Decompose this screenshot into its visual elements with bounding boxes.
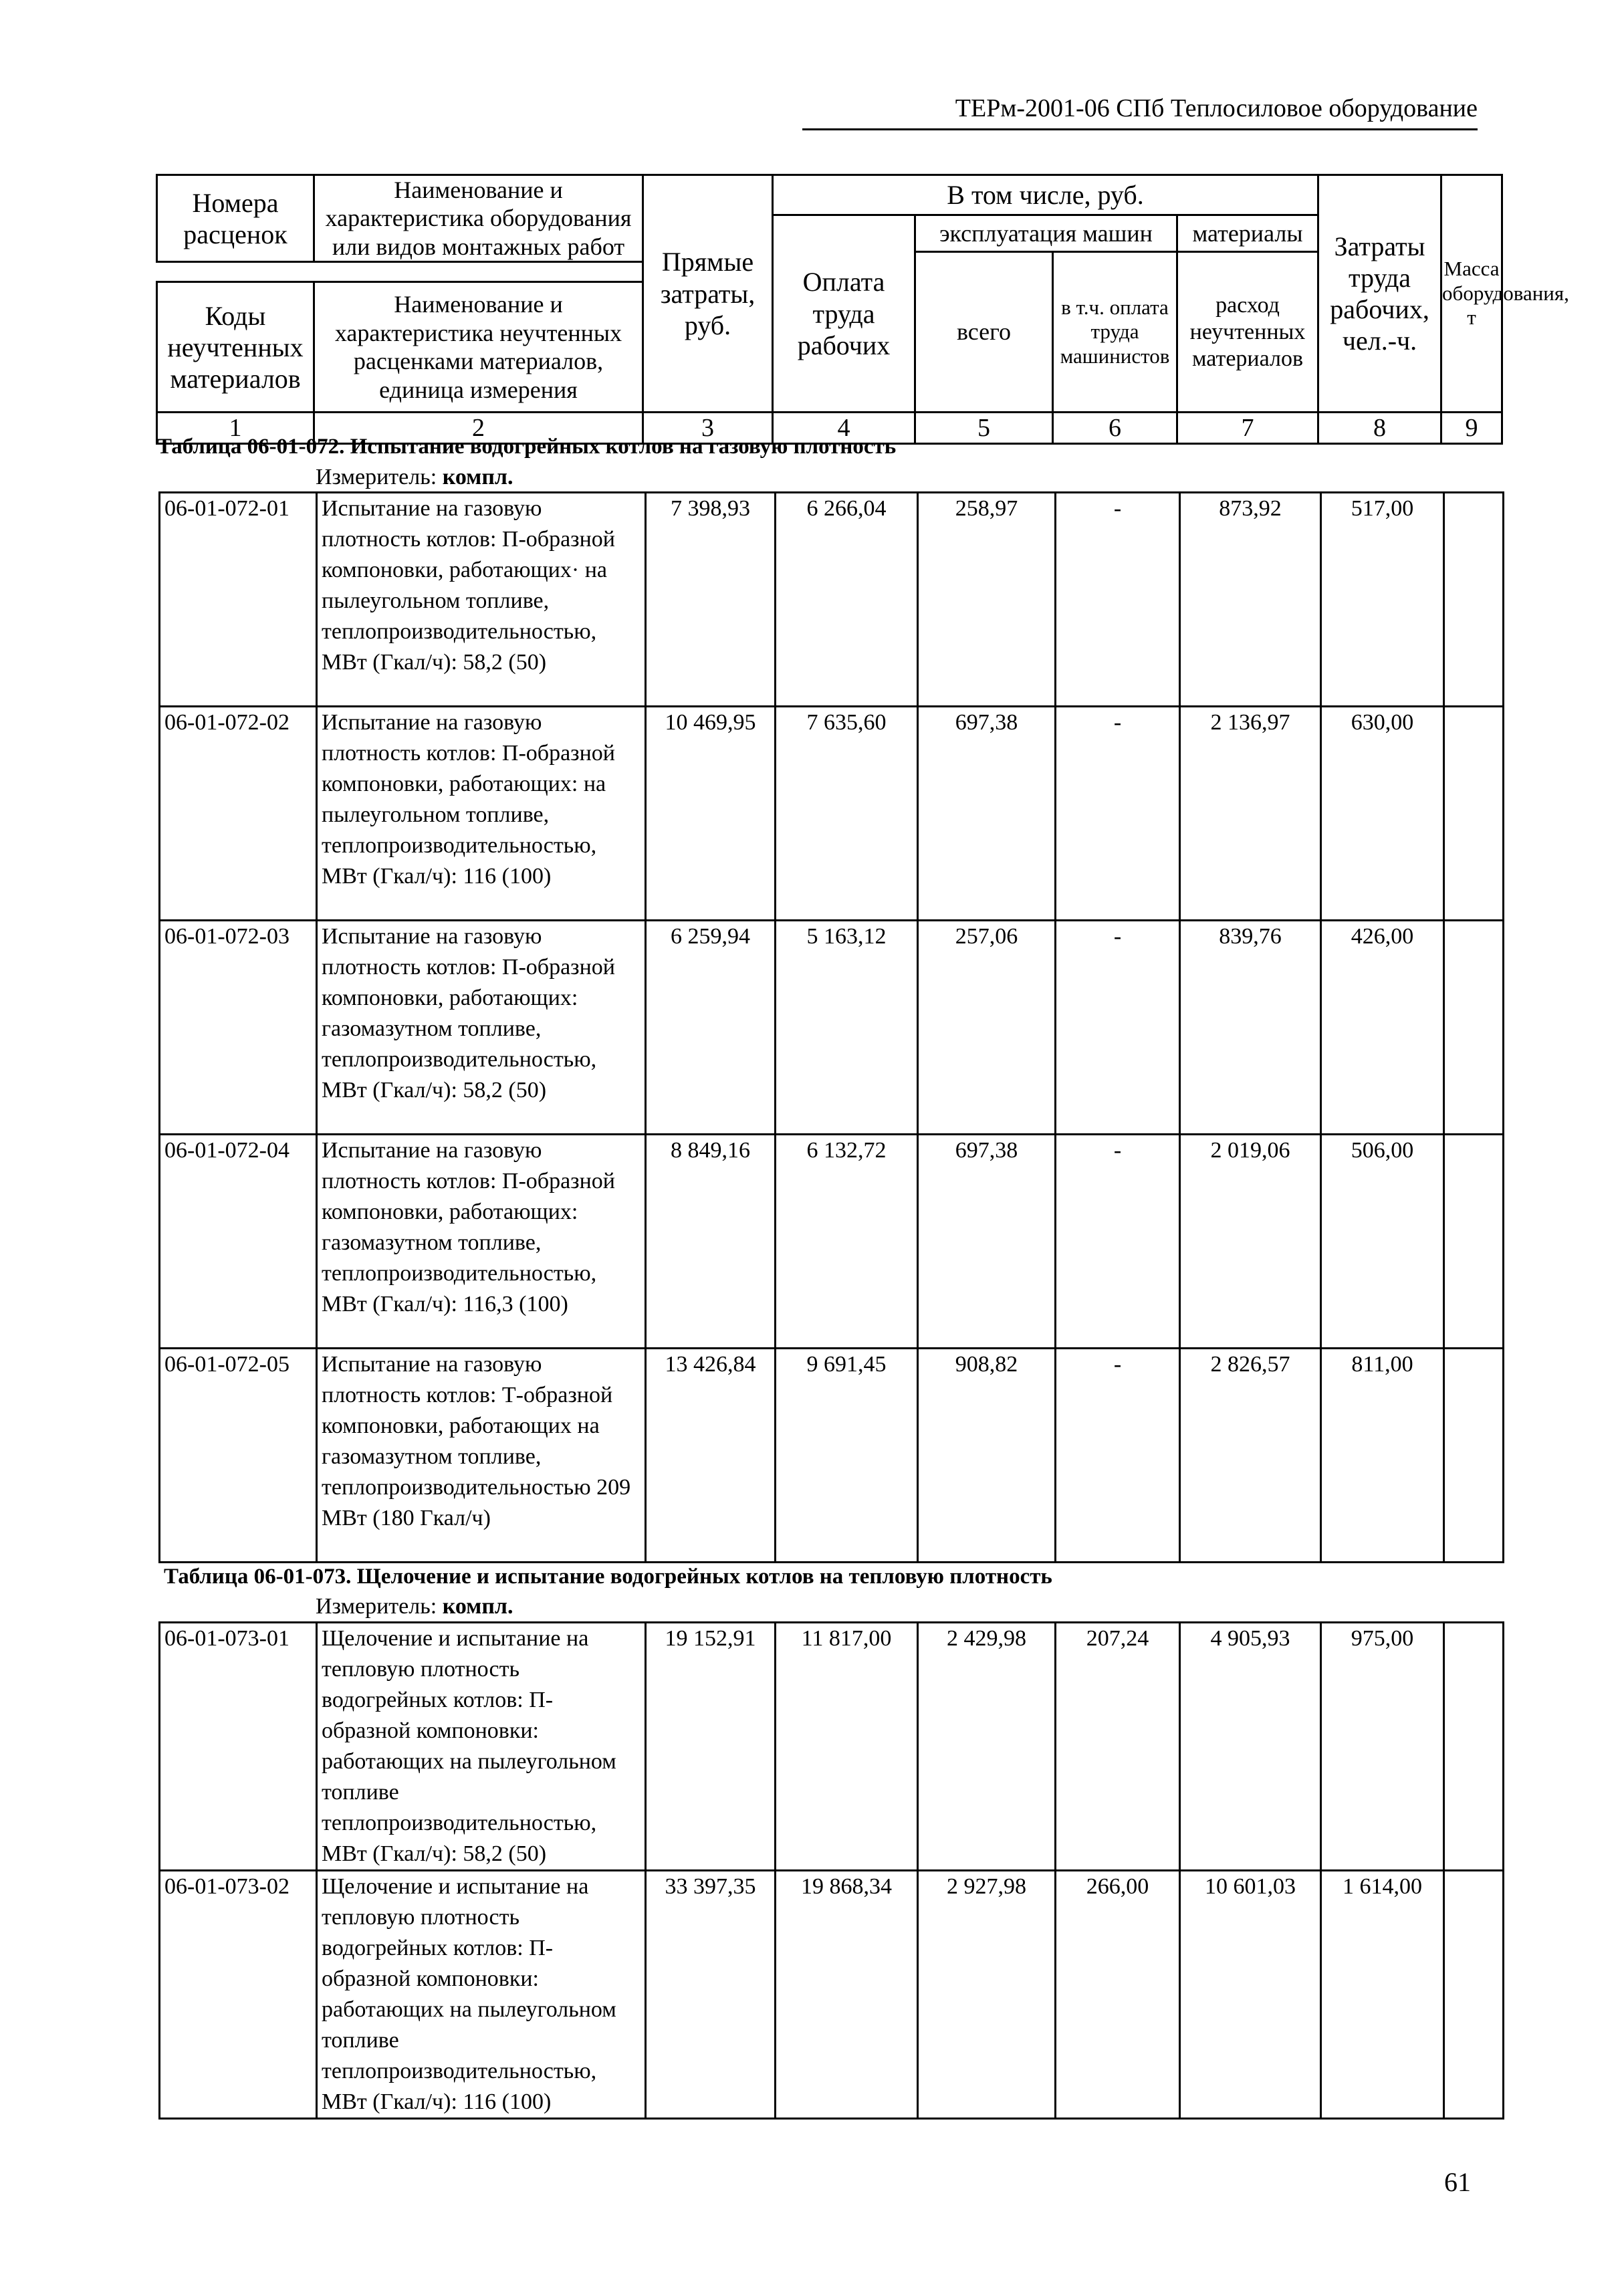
labor-hours: 517,00 [1321,493,1444,707]
machines-total: 2 927,98 [918,1871,1056,2119]
equipment-mass [1444,921,1504,1135]
machinists-pay: 207,24 [1056,1623,1180,1871]
header-materials: материалы [1177,215,1318,252]
column-header-table [156,174,1569,445]
table-073-caption: Таблица 06-01-073. Щелочение и испытание водогрейных котлов на тепловую плотность [164,1565,1052,1589]
column-number: 8 [1318,413,1441,444]
table-072 [158,491,1504,1563]
machines-total: 257,06 [918,921,1056,1135]
machinists-pay: - [1056,921,1180,1135]
labor-pay: 6 266,04 [776,493,918,707]
meter-label: Измеритель: [316,1594,437,1619]
materials: 873,92 [1180,493,1321,707]
machinists-pay: 266,00 [1056,1871,1180,2119]
labor-hours: 630,00 [1321,707,1444,921]
column-number: 1 [157,413,314,444]
labor-pay: 19 868,34 [776,1871,918,2119]
table-072-meter [316,465,513,490]
direct-costs: 33 397,35 [646,1871,776,2119]
header-machines: эксплуатация машин [915,215,1177,252]
materials: 2 826,57 [1180,1349,1321,1563]
materials: 4 905,93 [1180,1623,1321,1871]
work-description: Испытание на газовую плотность котлов: П-образной компоновки, работающих: газомазутном топливе, теплопроизводительностью, МВт (Гкал/ч): 116,3 (100) [317,1135,646,1349]
labor-hours: 811,00 [1321,1349,1444,1563]
materials: 2 019,06 [1180,1135,1321,1349]
meter-label: Измеритель: [316,465,437,489]
work-description: Щелочение и испытание на тепловую плотность водогрейных котлов: П-образной компоновки: работающих на пылеугольном топливе теплопроизводительностью, МВт (Гкал/ч): 58,2 (50) [317,1623,646,1871]
labor-pay: 5 163,12 [776,921,918,1135]
labor-pay: 7 635,60 [776,707,918,921]
labor-hours: 975,00 [1321,1623,1444,1871]
table-row [160,921,1504,1135]
equipment-mass [1444,1623,1504,1871]
work-description: Испытание на газовую плотность котлов: Т-образной компоновки, работающих на газомазутном топливе, теплопроизводительностью 209 МВт (180 Гкал/ч) [317,1349,646,1563]
table-073-meter [316,1594,513,1619]
direct-costs: 6 259,94 [646,921,776,1135]
direct-costs: 8 849,16 [646,1135,776,1349]
machinists-pay: - [1056,493,1180,707]
header-unaccounted-materials: расход неучтенных материалов [1177,251,1318,412]
column-number: 9 [1441,413,1502,444]
equipment-mass [1444,707,1504,921]
machinists-pay: - [1056,707,1180,921]
labor-pay: 6 132,72 [776,1135,918,1349]
machinists-pay: - [1056,1135,1180,1349]
table-row [160,493,1504,707]
rate-code: 06-01-072-04 [160,1135,317,1349]
header-codes: Номера расценок [157,175,314,262]
machines-total: 697,38 [918,1135,1056,1349]
equipment-mass [1444,1135,1504,1349]
equipment-mass [1444,1349,1504,1563]
header-mass: Масса оборудования, т [1441,175,1502,413]
labor-pay: 11 817,00 [776,1623,918,1871]
rate-code: 06-01-073-01 [160,1623,317,1871]
labor-hours: 506,00 [1321,1135,1444,1349]
header-material-codes: Коды неучтенных материалов [157,282,314,413]
column-number: 7 [1177,413,1318,444]
work-description: Испытание на газовую плотность котлов: П-образной компоновки, работающих: газомазутном топливе, теплопроизводительностью, МВт (Гкал/ч): 58,2 (50) [317,921,646,1135]
equipment-mass [1444,1871,1504,2119]
running-header: ТЕРм-2001-06 СПб Теплосиловое оборудование [802,94,1478,130]
table-072-caption: Таблица 06-01-072. Испытание водогрейных котлов на газовую плотность [157,435,897,459]
table-row [160,1623,1504,1871]
work-description: Испытание на газовую плотность котлов: П-образной компоновки, работающих: на пылеугольном топливе, теплопроизводительностью, МВт (Гкал/ч): 116 (100) [317,707,646,921]
materials: 10 601,03 [1180,1871,1321,2119]
column-number: 3 [643,413,773,444]
table-073 [158,1621,1504,2120]
meter-unit: компл. [442,465,513,489]
table-row [160,1349,1504,1563]
work-description: Испытание на газовую плотность котлов: П-образной компоновки, работающих· на пылеугольном топливе, теплопроизводительностью, МВт (Гкал/ч): 58,2 (50) [317,493,646,707]
column-number: 2 [314,413,643,444]
machines-total: 908,82 [918,1349,1056,1563]
header-labor-pay: Оплата труда рабочих [773,215,915,413]
machines-total: 697,38 [918,707,1056,921]
materials: 2 136,97 [1180,707,1321,921]
direct-costs: 10 469,95 [646,707,776,921]
labor-pay: 9 691,45 [776,1349,918,1563]
header-direct-costs: Прямые затраты, руб. [643,175,773,413]
page-number: 61 [1444,2167,1471,2197]
rate-code: 06-01-073-02 [160,1871,317,2119]
column-number: 5 [915,413,1053,444]
rate-code: 06-01-072-05 [160,1349,317,1563]
header-machinists-pay: в т.ч. оплата труда машинистов [1053,251,1177,412]
machinists-pay: - [1056,1349,1180,1563]
rate-code: 06-01-072-01 [160,493,317,707]
machines-total: 258,97 [918,493,1056,707]
header-machines-total: всего [915,251,1053,412]
header-including: В том числе, руб. [773,175,1318,215]
table-row [160,707,1504,921]
materials: 839,76 [1180,921,1321,1135]
column-number: 6 [1053,413,1177,444]
rate-code: 06-01-072-02 [160,707,317,921]
header-name: Наименование и характеристика оборудования или видов монтажных работ [314,175,643,262]
meter-unit: компл. [442,1594,513,1619]
rate-code: 06-01-072-03 [160,921,317,1135]
equipment-mass [1444,493,1504,707]
table-row [160,1135,1504,1349]
header-labor-hours: Затраты труда рабочих, чел.-ч. [1318,175,1441,413]
table-row [160,1871,1504,2119]
labor-hours: 1 614,00 [1321,1871,1444,2119]
direct-costs: 7 398,93 [646,493,776,707]
direct-costs: 13 426,84 [646,1349,776,1563]
column-number: 4 [773,413,915,444]
machines-total: 2 429,98 [918,1623,1056,1871]
header-material-name: Наименование и характеристика неучтенных расценками материалов, единица измерения [314,282,643,413]
direct-costs: 19 152,91 [646,1623,776,1871]
labor-hours: 426,00 [1321,921,1444,1135]
work-description: Щелочение и испытание на тепловую плотность водогрейных котлов: П-образной компоновки: работающих на пылеугольном топливе теплопроизводительностью, МВт (Гкал/ч): 116 (100) [317,1871,646,2119]
